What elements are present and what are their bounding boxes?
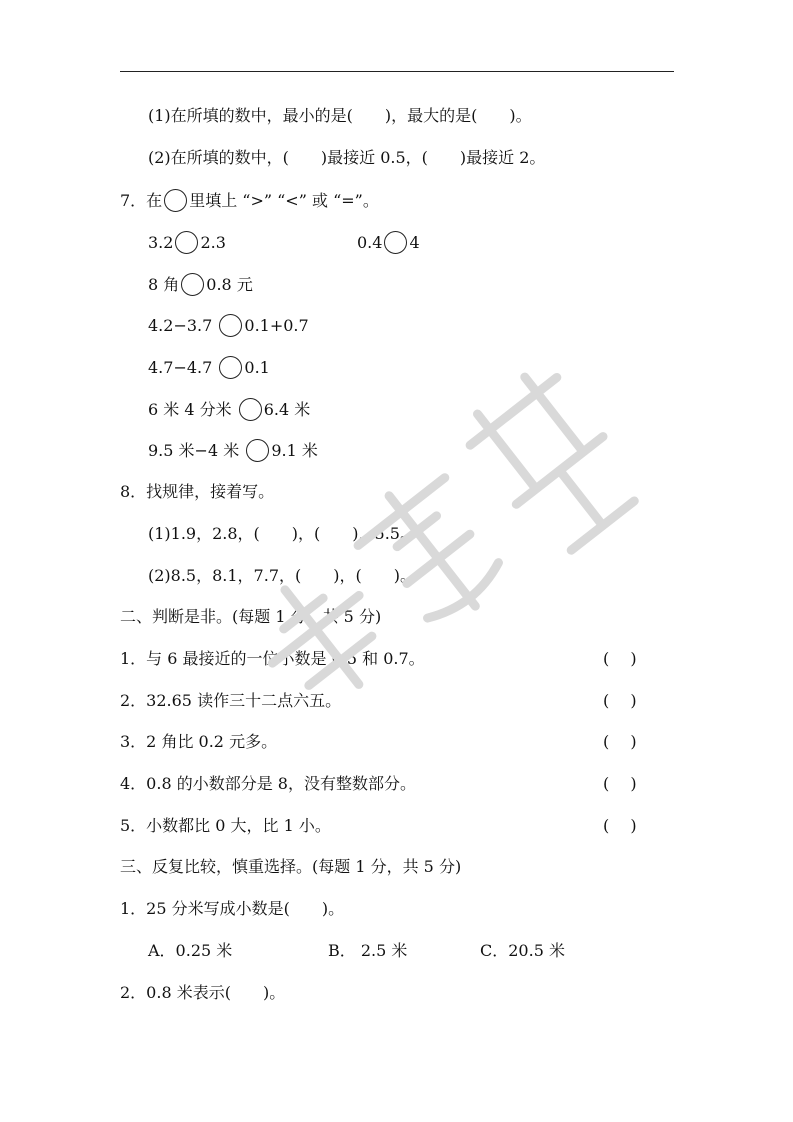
compare-circle[interactable] [246,439,269,462]
q7-r4-b: 0.1 [244,357,270,377]
q7-row1-left [148,231,226,254]
s2-answer-3[interactable]: ( ) [603,732,637,751]
s2-answer-4[interactable]: ( ) [603,774,637,793]
compare-circle[interactable] [219,314,242,337]
q7-r1r-b: 4 [409,232,420,252]
section3-heading: 三、反复比较，慎重选择。(每题 1 分，共 5 分) [120,857,462,876]
q7-row4 [148,356,270,379]
compare-circle[interactable] [175,231,198,254]
header-rule [120,71,674,72]
q7-title-suffix: 里填上 “>” “<” 或 “=”。 [189,190,379,210]
q7-row6 [148,439,318,462]
s3-q1-option-c[interactable]: C．20.5 米 [480,941,565,960]
compare-circle[interactable] [181,273,204,296]
q7-r2-b: 0.8 元 [206,274,253,294]
s2-item-5: 5．小数都比 0 大，比 1 小。 [120,816,331,835]
q8-sub2: (2)8.5，8.1，7.7，( )，( )。 [148,566,416,585]
compare-circle[interactable] [239,398,262,421]
q7-title-prefix: 7．在 [120,190,163,210]
s3-q1-option-b[interactable]: B． 2.5 米 [328,941,408,960]
q7-r1l-b: 2.3 [200,232,226,252]
s2-item-2: 2．32.65 读作三十二点六五。 [120,691,342,710]
compare-circle[interactable] [384,231,407,254]
q6-sub2: (2)在所填的数中，( )最接近 0.5，( )最接近 2。 [148,148,546,167]
q7-row3 [148,314,309,337]
q7-row5 [148,398,310,421]
q7-r5-a: 6 米 4 分米 [148,399,232,419]
q7-title [120,189,379,212]
q8-title: 8．找规律，接着写。 [120,482,275,501]
q7-r3-b: 0.1+0.7 [244,315,309,335]
s3-q1-option-a[interactable]: A．0.25 米 [148,941,233,960]
q7-row1-right [357,231,420,254]
s2-item-3: 3．2 角比 0.2 元多。 [120,732,278,751]
q7-r2-a: 8 角 [148,274,180,294]
compare-circle[interactable] [219,356,242,379]
q6-sub1: (1)在所填的数中，最小的是( )，最大的是( )。 [148,106,532,125]
q7-row2 [148,273,253,296]
s2-item-1: 1．与 6 最接近的一位小数是 0.5 和 0.7。 [120,649,425,668]
q7-r6-b: 9.1 米 [271,440,318,460]
q7-r1l-a: 3.2 [148,232,174,252]
s2-answer-1[interactable]: ( ) [603,649,637,668]
q7-r6-a: 9.5 米−4 米 [148,440,240,460]
q8-sub1: (1)1.9，2.8，( )，( )，5.5。 [148,524,416,543]
s2-item-4: 4．0.8 的小数部分是 8，没有整数部分。 [120,774,416,793]
s2-answer-5[interactable]: ( ) [603,816,637,835]
q7-r1r-a: 0.4 [357,232,383,252]
s3-q2: 2．0.8 米表示( )。 [120,983,286,1002]
q7-r4-a: 4.7−4.7 [148,357,213,377]
s3-q1: 1．25 分米写成小数是( )。 [120,899,345,918]
q7-r3-a: 4.2−3.7 [148,315,213,335]
s2-answer-2[interactable]: ( ) [603,691,637,710]
section2-heading: 二、判断是非。(每题 1 分，共 5 分) [120,607,382,626]
q7-r5-b: 6.4 米 [263,399,311,419]
blank-circle [164,189,187,212]
